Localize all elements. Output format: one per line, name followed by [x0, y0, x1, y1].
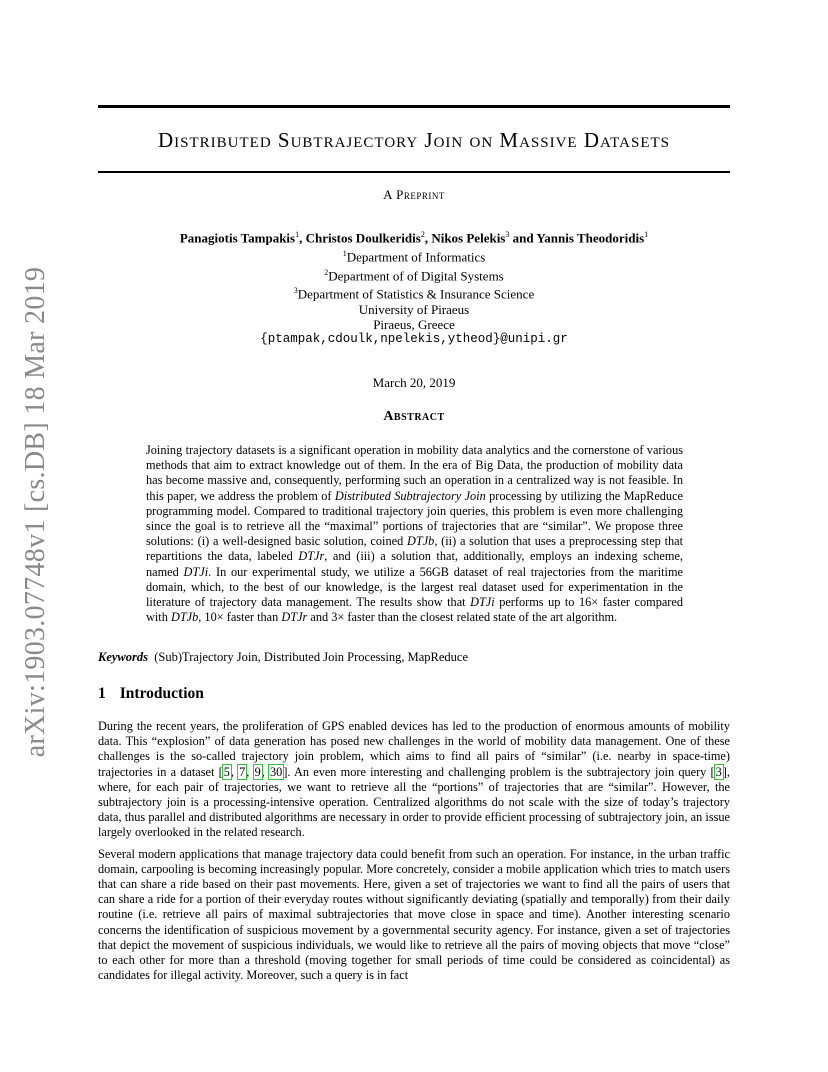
- section-heading-introduction: [98, 685, 204, 703]
- abstract-body: Joining trajectory datasets is a significant operation in mobility data analytics and the cornerstone of various methods that aim to extract knowledge out of them. In the era of Big Data, the production of mobility data has become massive and, consequently, performing such an operation in a centralized way is not feasible. In this paper, we address the problem of Distributed Subtrajectory Join processing by utilizing the MapReduce programming model. Compared to traditional trajectory join queries, this problem is even more challenging since the goal is to retrieve all the “maximal” portions of trajectories that are “similar”. We propose three solutions: (i) a well-designed basic solution, coined DTJb, (ii) a solution that uses a preprocessing step that repartitions the data, labeled DTJr, and (iii) a solution that, additionally, employs an indexing scheme, named DTJi. In our experimental study, we utilize a 56GB dataset of real trajectories from the maritime domain, which, to the best of our knowledge, is the largest real dataset used for experimentation in the literature of trajectory data management. The results show that DTJi performs up to 16× faster compared with DTJb, 10× faster than DTJr and 3× faster than the closest related state of the art algorithm.: [146, 443, 684, 625]
- math-term: DTJb: [406, 534, 435, 549]
- math-term: DTJb: [170, 610, 199, 625]
- keywords-label: Keywords: [98, 650, 148, 664]
- paragraph: During the recent years, the proliferation of GPS enabled devices has led to the production of enormous amounts of mobility data. This “explosion” of data generation has posed new challenges in the world of mobility data management. One of these challenges is the so-called trajectory join problem, which aims to find all pairs of “similar” (i.e. nearby in space-time) trajectories in a dataset [5, 7, 9, 30]. An even more interesting and challenging problem is the subtrajectory join query [3], where, for each pair of trajectories, we want to retrieve all the “portions” of trajectories that are “similar”. However, the subtrajectory join is a processing-intensive operation. Centralized algorithms do not scale with the size of today’s trajectory data, thus parallel and distributed algorithms are necessary in order to provide efficient processing of subtrajectory join, an issue largely overlooked in the related research.: [98, 719, 730, 840]
- title-rule-bottom: [98, 171, 730, 173]
- affiliation-line: $^2$Department of of Digital Systems: [324, 267, 504, 283]
- author-affiliation-mark: 1: [644, 230, 649, 239]
- math-term: DTJi: [470, 595, 495, 610]
- italic-term: Distributed Subtrajectory Join: [334, 488, 486, 503]
- citation-link[interactable]: 5: [223, 764, 230, 779]
- abstract-heading: Abstract: [383, 409, 445, 424]
- affiliation-line: $^1$Department of Informatics: [342, 249, 486, 265]
- author-name: Christos Doulkeridis: [305, 230, 421, 246]
- arxiv-margin-stamp: [16, 262, 56, 762]
- math-term: DTJi: [183, 564, 209, 579]
- keywords-list: (Sub)Trajectory Join, Distributed Join Processing, MapReduce: [154, 650, 468, 664]
- location: Piraeus, Greece: [373, 316, 455, 332]
- citation-link[interactable]: 3: [715, 764, 722, 779]
- paper-title: Distributed Subtrajectory Join on Massive Datasets: [158, 128, 670, 152]
- author-separator: and: [509, 230, 537, 246]
- section-title: Introduction: [119, 685, 204, 702]
- author-affiliation-mark: 2: [420, 230, 425, 239]
- math-term: DTJr: [281, 610, 308, 625]
- author-separator: ,: [424, 230, 432, 246]
- author-emails: {ptampak,cdoulk,npelekis,ytheod}@unipi.gr: [260, 332, 568, 346]
- affiliations: [98, 246, 730, 347]
- university: University of Piraeus: [358, 301, 470, 317]
- author-separator: ,: [299, 230, 306, 246]
- title-rule-top: [98, 105, 730, 108]
- introduction-body: [98, 719, 730, 989]
- arxiv-identifier: arXiv:1903.07748v1 [cs.DB] 18 Mar 2019: [20, 266, 52, 758]
- preprint-label: A Preprint: [383, 187, 445, 202]
- keywords-line: [98, 650, 730, 665]
- author-name: Yannis Theodoridis: [536, 230, 645, 246]
- paper-date: March 20, 2019: [372, 375, 456, 390]
- author-name: Nikos Pelekis: [431, 230, 506, 246]
- author-list: [98, 230, 730, 246]
- citation-link[interactable]: 30: [270, 764, 283, 779]
- affiliation-line: $^3$Department of Statistics & Insurance Science: [293, 286, 535, 302]
- author-affiliation-mark: 1: [295, 230, 300, 239]
- paragraph: Several modern applications that manage trajectory data could benefit from such an operation. For instance, in the urban traffic domain, carpooling is becoming increasingly popular. More concretely, consider a mobile application which tries to match users that can share a ride based on their past movements. Here, given a set of trajectories we want to find all the pairs of users that can share a ride for a portion of their everyday routes without significantly deviating (spatially and temporally) from their daily routine (i.e. retrieve all pairs of maximal subtrajectories that move close in space and time). Another interesting scenario concerns the identification of suspicious movement by a governmental security agency. For instance, given a set of trajectories that depict the movement of suspicious individuals, we would like to retrieve all the pairs of moving objects that move “close” to each other for more than a threshold (moving together for small periods of time could be considered as coincidental) as candidates for illegal activity. Moreover, such a query is in fact: [98, 846, 730, 983]
- section-number: 1: [98, 685, 106, 702]
- author-name: Panagiotis Tampakis: [179, 230, 296, 246]
- author-affiliation-mark: 3: [505, 230, 510, 239]
- citation-link[interactable]: 7: [239, 764, 246, 779]
- math-term: DTJr: [298, 549, 325, 564]
- citation-link[interactable]: 9: [254, 764, 261, 779]
